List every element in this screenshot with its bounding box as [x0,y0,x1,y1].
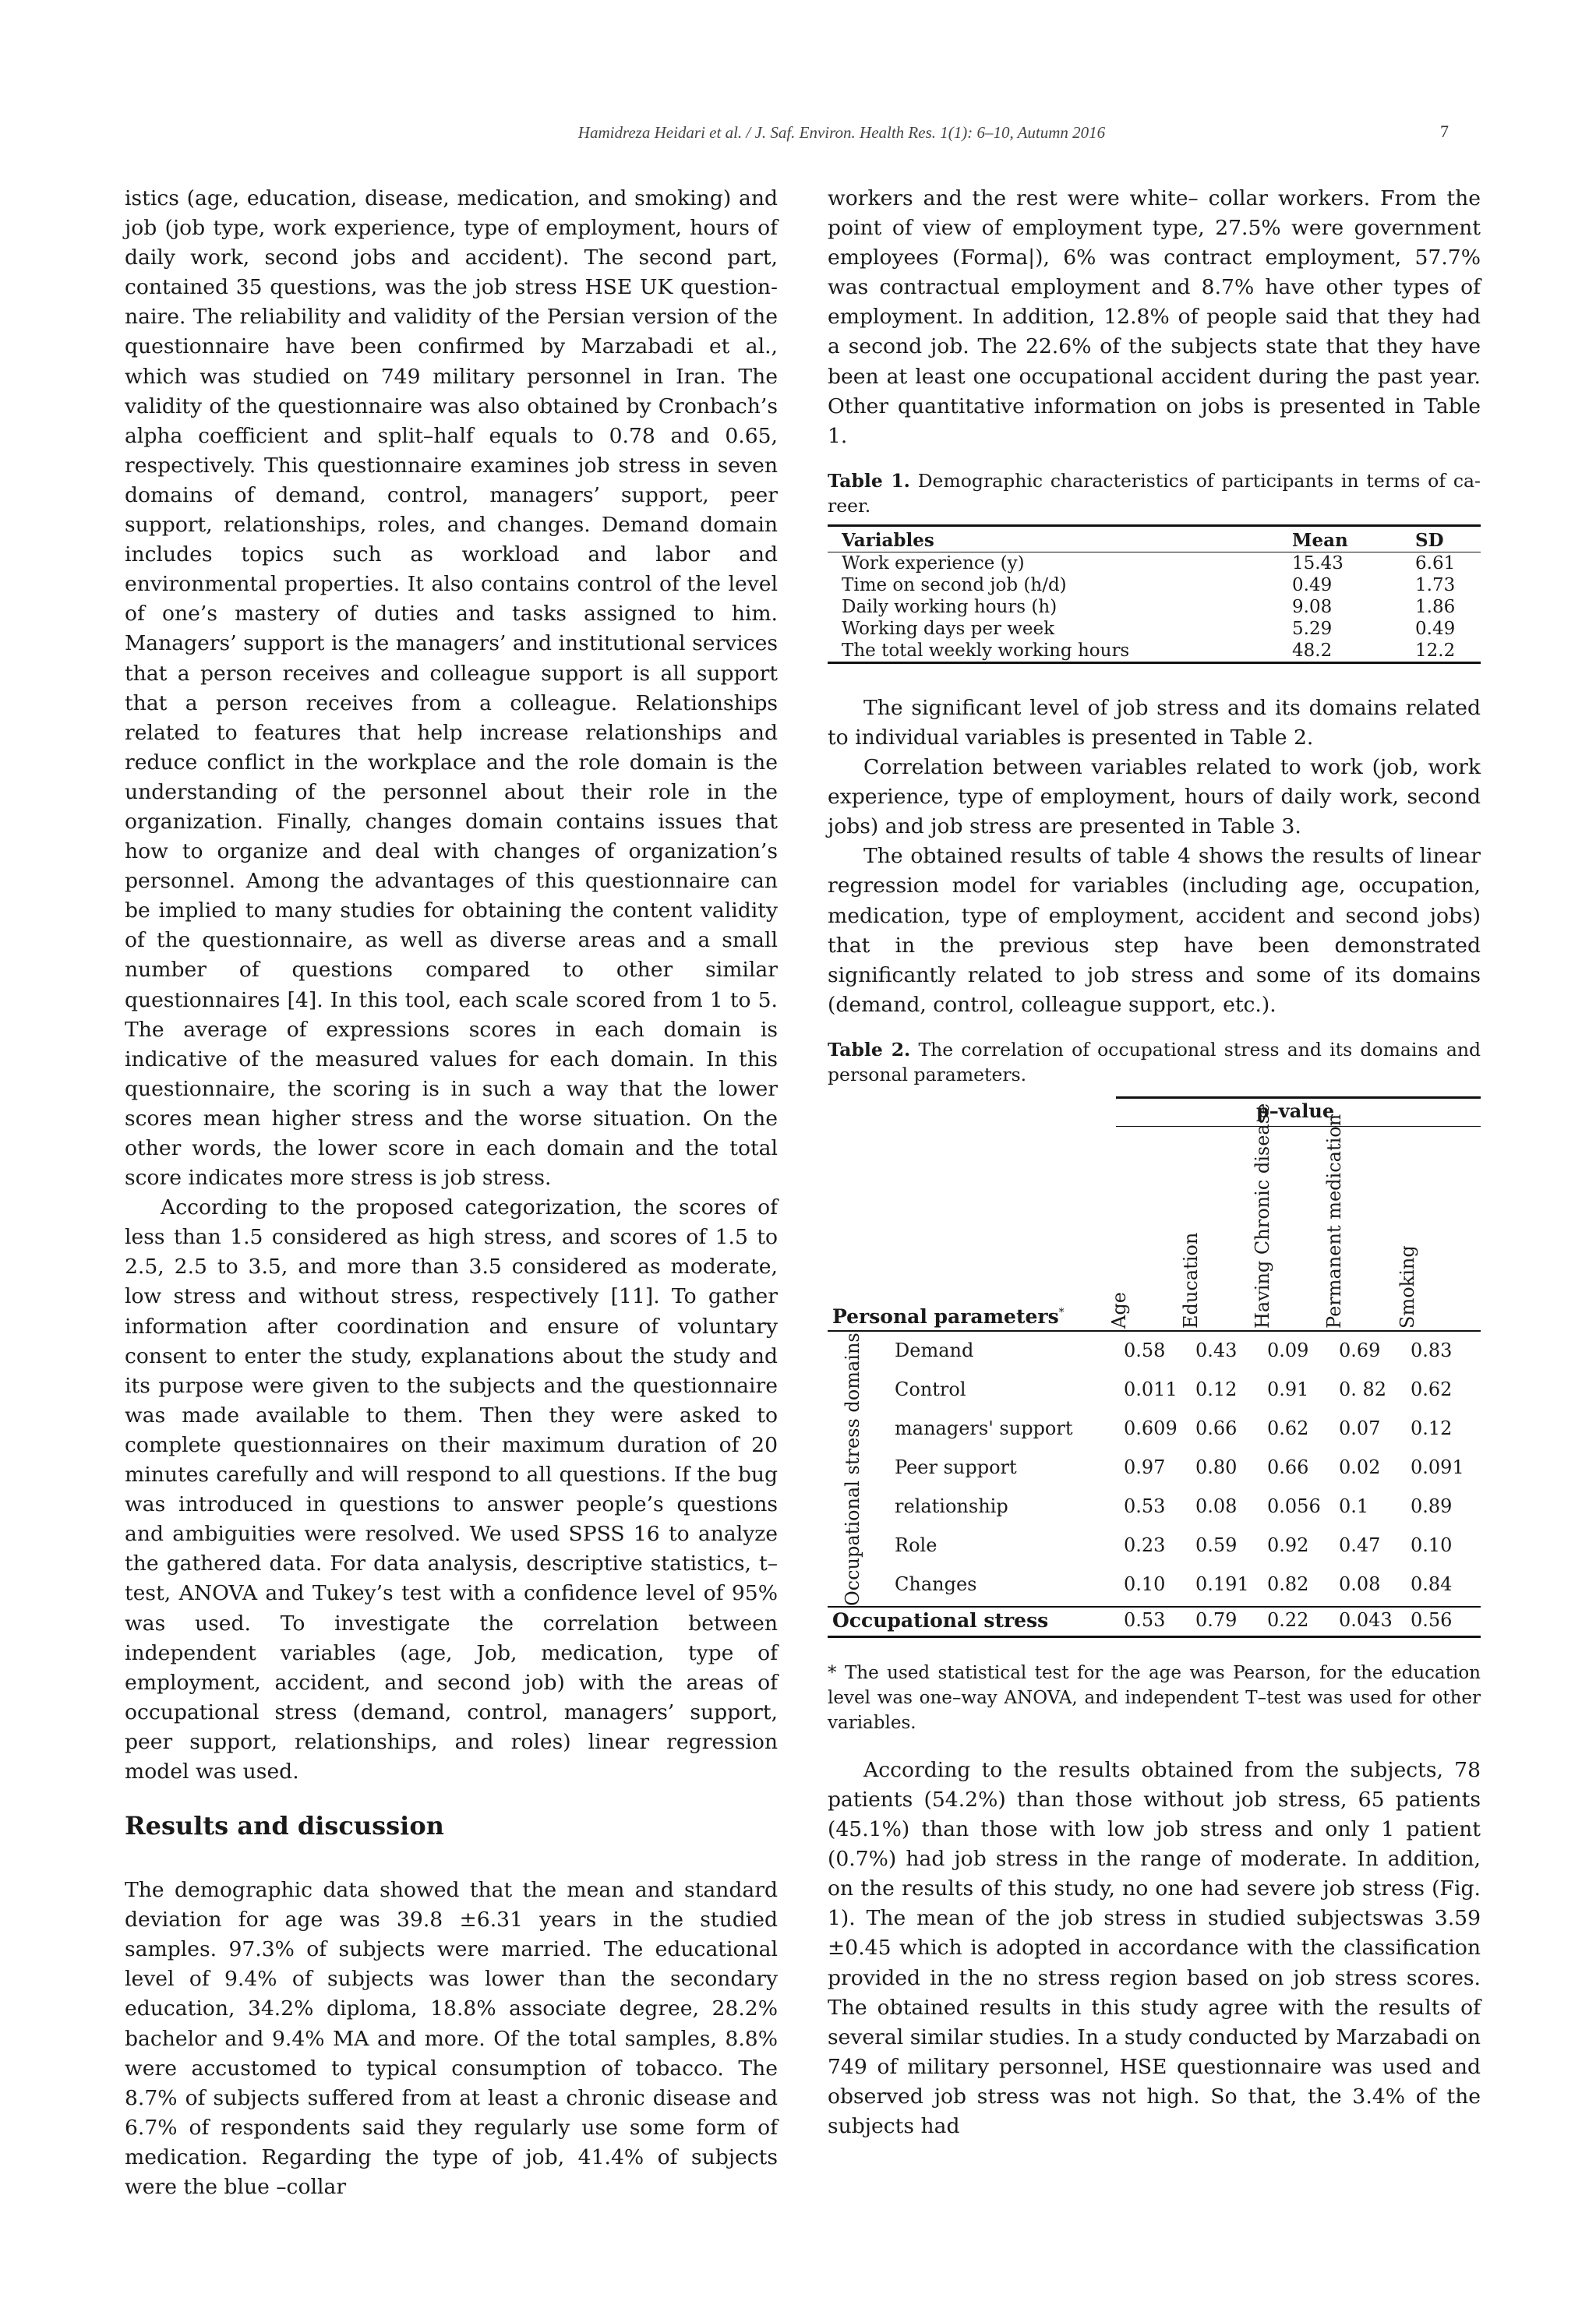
table-2-caption [828,1037,1481,1087]
table-row [828,640,1481,663]
row-header-label: Personal parameters [832,1304,1059,1328]
table-cell: 9.08 [1292,596,1333,617]
table-cell: 0.10 [1411,1534,1453,1556]
table-2-caption-text: The correlation of occupational stress and its domains and personal parameters. [828,1038,1481,1085]
table-cell: 0.47 [1339,1534,1381,1556]
table-cell: 0.82 [1267,1573,1309,1595]
row-label: Role [895,1534,937,1556]
column-header: Permanent medication [1323,1114,1345,1329]
paragraph: The significant level of job stress and its domains related to individual variables is presented in Table 2. [828,695,1481,750]
left-column [125,184,778,2202]
table-rule [828,1636,1481,1638]
table-2-label: Table 2. [828,1038,911,1061]
page-number: 7 [1440,122,1449,141]
table-row [828,552,1481,574]
table-2 [828,1092,1481,1661]
table-cell: 0.58 [1124,1339,1166,1361]
paragraph: istics (age, education, disease, medication, and smoking) and job (job type, work experience, type of employment, hours of daily work, second jobs and accident). The second part, contained 35 questions, was the job stress HSE UK questionnaire. The reliability and validity of the Persian version of the questionnaire have been confirmed by Marzabadi et al., which was studied on 749 military personnel in Iran. The validity of the questionnaire was also obtained by Cronbach’s alpha coefficient and split–half equals to 0.78 and 0.65, respectively. This questionnaire examines job stress in seven domains of demand, control, managers’ support, peer support, relationships, roles, and changes. Demand domain includes topics such as workload and labor and environmental properties. It also contains control of the level of one’s mastery of duties and tasks assigned to him. Managers’ support is the managers’ and institutional services that a person receives and colleague support is all support that a person receives from a colleague. Relationships related to features that help increase relationships and reduce conflict in the workplace and the role domain is the understanding of the personnel about their role in the organization. Finally, changes domain contains issues that how to organize and deal with changes of organization’s personnel. Among the advantages of this questionnaire can be implied to many studies for obtaining the content validity of the questionnaire, as well as diverse areas and a small number of questions compared to other similar questionnaires [4]. In this tool, each scale scored from 1 to 5. The average of expressions scores in each domain is indicative of the measured values for each domain. In this questionnaire, the scoring is in such a way that the lower scores mean higher stress and the worse situation. On the other words, the lower score in each domain and the total score indicates more stress is job stress. [125,186,778,1191]
table-cell: 0.66 [1267,1456,1309,1478]
paragraph: According to the proposed categorization, the scores of less than 1.5 considered as high stress, and scores of 1.5 to 2.5, 2.5 to 3.5, and more than 3.5 considered as moderate, low stress and without stress, respectively [11]. To gather information after coordination and ensure of voluntary consent to enter the study, explanations about the study and its purpose were given to the subjects and the questionnaire was made available to them. Then they were asked to complete questionnaires on their maximum duration of 20 minutes carefully and will respond to all questions. If the bug was introduced in questions to answer people’s questions and ambiguities were resolved. We used SPSS 16 to analyze the gathered data. For data analysis, descriptive statistics, t–test, ANOVA and Tukey’s test with a confidence level of 95% was used. To investigate the correlation between independent variables (age, Job, medication, type of employment, accident, and second job) with the areas of occupational stress (demand, control, managers’ support, peer support, relationships, and roles) linear regression model was used. [125,1195,778,1784]
column-header: Having Chronic disease [1252,1103,1273,1329]
table-1-caption-text: Demographic characteristics of participants in terms of career. [828,469,1481,517]
running-head: Hamidreza Heidari et al. / J. Saf. Environ. Health Res. 1(1): 6–10, Autumn 2016 [577,123,1106,142]
table-rule [828,1330,1481,1332]
table-cell: 0.53 [1124,1495,1166,1517]
table-cell: 0.97 [1124,1456,1166,1478]
column-header: SD [1401,525,1481,552]
table-rule [828,1606,1481,1608]
table-cell: 0.84 [1411,1573,1453,1595]
table-2-note: * The used statistical test for the age was Pearson, for the education level was one–way ANOVA, and independent T–test was used for other variables. [828,1662,1481,1733]
paragraph: workers and the rest were white– collar workers. From the point of view of employment type, 27.5% were government employees (Forma|), 6% was contract employment, 57.7% was contractual employment and 8.7% have other types of employment. In addition, 12.8% of people said that they had a second job. The 22.6% of the subjects state that they have been at least one occupational accident during the past year. Other quantitative information on jobs is presented in Table 1. [828,186,1481,448]
side-label: Occupational stress domains [842,1332,863,1606]
table-cell: 0.12 [1195,1378,1238,1400]
table-header-row [828,525,1481,552]
table-cell: 15.43 [1292,552,1344,574]
table-cell: 0.91 [1267,1378,1309,1400]
column-header: Age [1108,1291,1130,1329]
table-cell: 0.12 [1411,1417,1453,1439]
table-cell: Daily working hours (h) [842,596,1058,617]
table-cell: 0.09 [1267,1339,1309,1361]
table-cell: Working days per week [842,618,1055,639]
footnote-mark: * [1058,1306,1065,1319]
table-cell: 0.10 [1124,1573,1166,1595]
table-cell: Work experience (y) [842,552,1025,574]
table-cell: 0.22 [1267,1608,1309,1631]
table-cell: 0.1 [1339,1495,1369,1517]
table-cell: 0.62 [1267,1417,1309,1439]
table-cell: 1.73 [1415,574,1456,595]
table-cell: 0.83 [1411,1339,1453,1361]
table-cell: 1.86 [1415,596,1456,617]
table-cell: 0.23 [1124,1534,1166,1556]
table-cell: 0.53 [1124,1608,1166,1631]
table-cell: 0.043 [1339,1608,1393,1631]
row-label: Demand [895,1339,974,1361]
table-row [828,618,1481,640]
table-cell: 5.29 [1292,618,1333,639]
table-cell: 12.2 [1401,640,1481,663]
row-header [832,1305,1065,1328]
table-1-caption [828,468,1481,518]
table-cell: 0.091 [1411,1456,1464,1478]
group-header: p–value [1256,1099,1335,1122]
table-cell: 0.80 [1195,1456,1238,1478]
table-cell: 0.49 [1292,574,1333,595]
row-label: Changes [895,1573,977,1595]
table-cell: 0.609 [1124,1417,1178,1439]
paragraph: The obtained results of table 4 shows the results of linear regression model for variables (including age, occupation, medication, type of employment, accident and second jobs) that in the previous step have been demonstrated significantly related to job stress and some of its domains (demand, control, colleague support, etc.). [828,844,1481,1017]
section-heading: Results and discussion [125,1811,444,1841]
right-column [828,184,1481,2141]
row-label: Peer support [895,1456,1017,1478]
table-cell: 0.89 [1411,1495,1453,1517]
row-label: managers' support [895,1417,1073,1439]
table-cell: 0.62 [1411,1378,1453,1400]
column-header: Smoking [1396,1245,1418,1329]
table-cell: 0.79 [1195,1608,1238,1631]
table-cell: 0.49 [1415,618,1456,639]
table-cell: 0.43 [1195,1339,1238,1361]
table-cell: 0.56 [1411,1608,1453,1631]
column-header: Variables [828,525,1278,552]
table-cell: Time on second job (h/d) [842,574,1067,595]
paragraph: The demographic data showed that the mean and standard deviation for age was 39.8 ±6.31 years in the studied samples. 97.3% of subjects were married. The educational level of 9.4% of subjects was lower than the secondary education, 34.2% diploma, 18.8% associate degree, 28.2% bachelor and 9.4% MA and more. Of the total samples, 8.8% were accustomed to typical consumption of tobacco. The 8.7% of subjects suffered from at least a chronic disease and 6.7% of respondents said they regularly use some form of medication. Regarding the type of job, 41.4% of subjects were the blue –collar [125,1878,778,2199]
table-cell: 0.59 [1195,1534,1238,1556]
table-cell: 0.08 [1195,1495,1238,1517]
table-cell: 0.056 [1267,1495,1321,1517]
table-cell: 0.92 [1267,1534,1309,1556]
paragraph: Correlation between variables related to work (job, work experience, type of employment, hours of daily work, second jobs) and job stress are presented in Table 3. [828,755,1481,839]
table-cell: 0.07 [1339,1417,1381,1439]
table-cell: 0.011 [1124,1378,1178,1400]
table-cell: The total weekly working hours [828,640,1278,663]
table-cell: 6.61 [1415,552,1456,574]
paragraph: According to the results obtained from the subjects, 78 patients (54.2%) than those without job stress, 65 patients (45.1%) than those with low job stress and only 1 patient (0.7%) had job stress in the range of moderate. In addition, on the results of this study, no one had severe job stress (Fig. 1). The mean of the job stress in studied subjectswas 3.59 ±0.45 which is adopted in accordance with the classification provided in the no stress region based on job stress scores. The obtained results in this study agree with the results of several similar studies. In a study conducted by Marzabadi on 749 of military personnel, HSE questionnaire was used and observed job stress was not high. So that, the 3.4% of the subjects had [828,1757,1481,2138]
table-cell: 0.08 [1339,1573,1381,1595]
table-1-label: Table 1. [828,469,910,492]
table-cell: 0.191 [1195,1573,1249,1595]
row-label: Control [895,1378,966,1400]
table-cell: 0.66 [1195,1417,1238,1439]
table-cell: 0.69 [1339,1339,1381,1361]
total-row-label: Occupational stress [832,1608,1049,1632]
table-row [828,596,1481,618]
table-cell: 0. 82 [1339,1378,1387,1400]
column-header: Mean [1278,525,1401,552]
column-header: Education [1180,1232,1202,1329]
table-cell: 48.2 [1278,640,1401,663]
table-1 [828,524,1481,664]
table-cell: 0.02 [1339,1456,1381,1478]
row-label: relationship [895,1495,1008,1517]
table-row [828,574,1481,596]
table-rule [1116,1096,1481,1099]
